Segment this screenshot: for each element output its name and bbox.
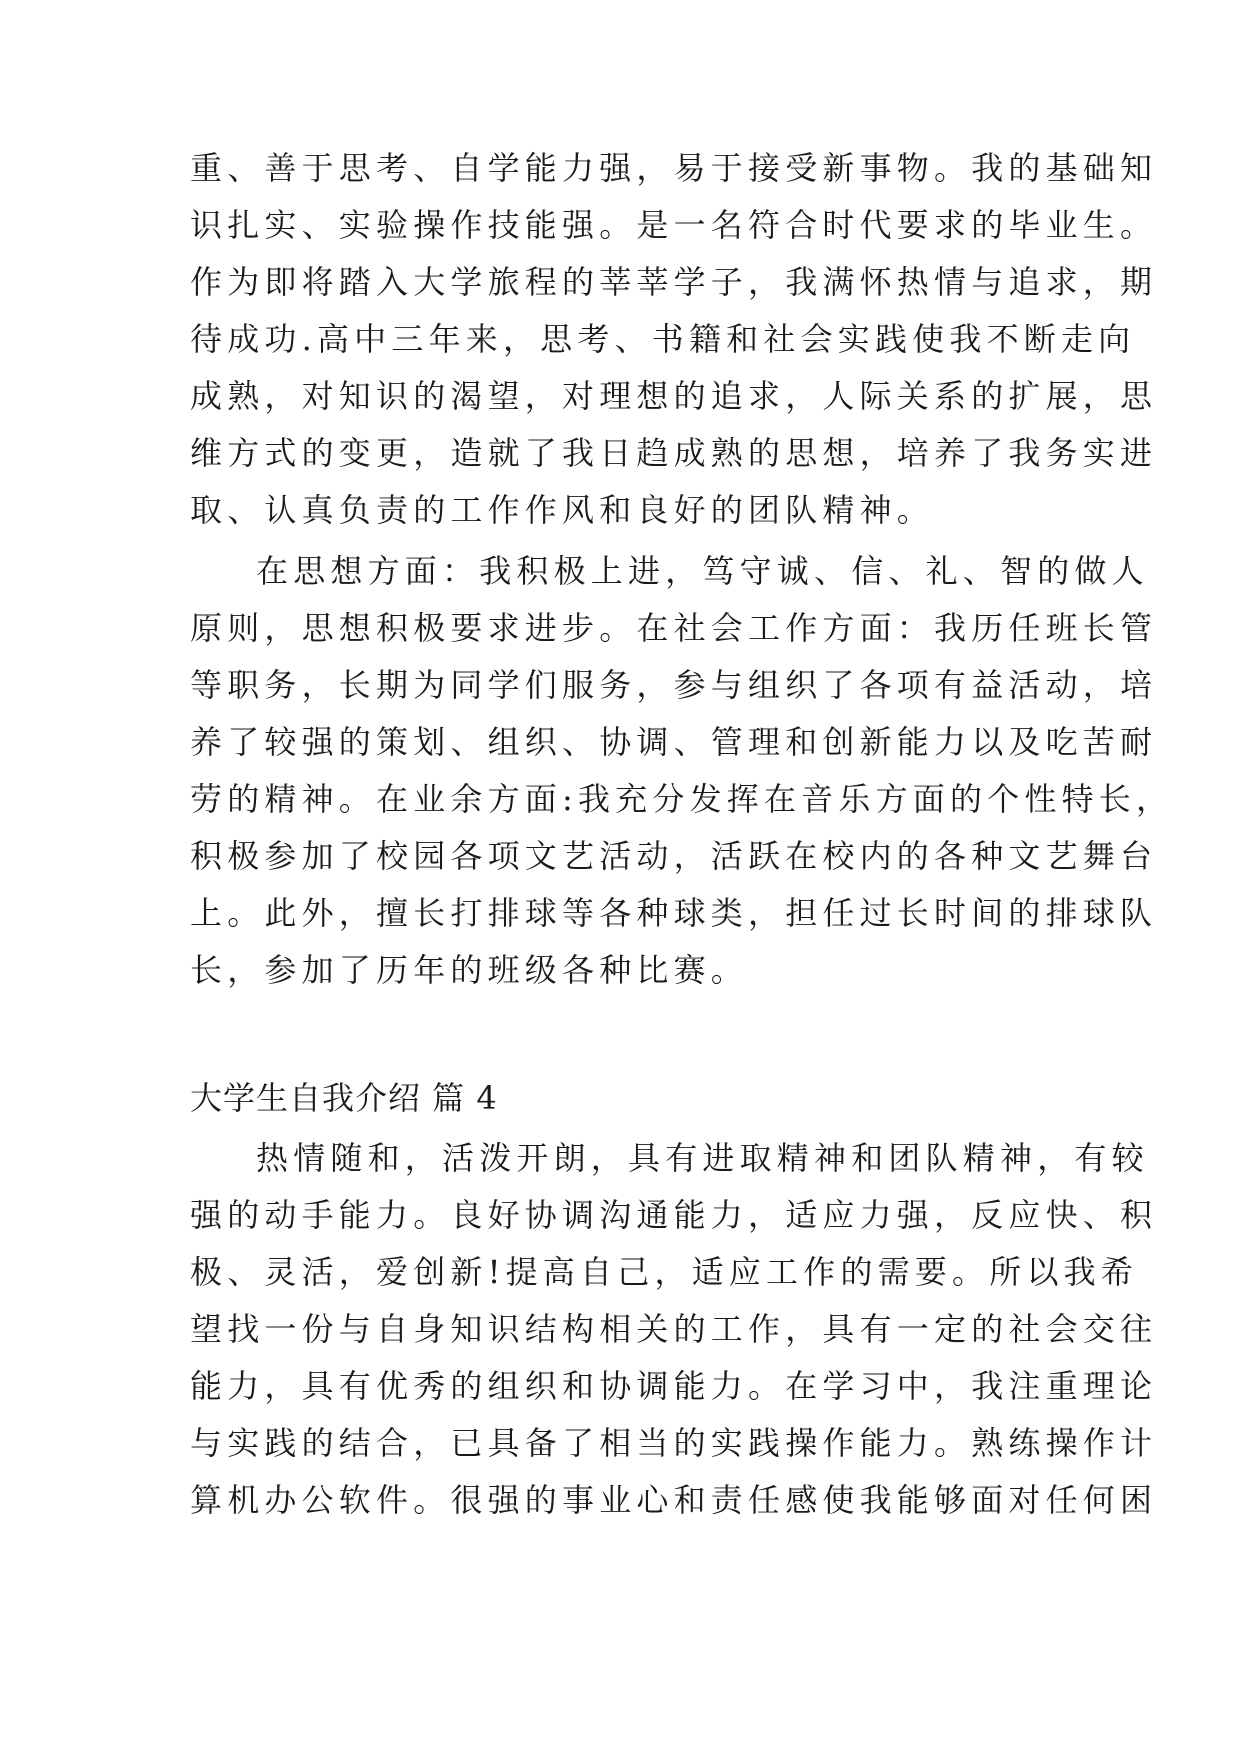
paragraph-2-line-8: 长，参加了历年的班级各种比赛。: [190, 951, 749, 989]
paragraph-1-line-6: 维方式的变更，造就了我日趋成熟的思想，培养了我务实进: [190, 434, 1158, 472]
paragraph-3-line-6: 与实践的结合，已具备了相当的实践操作能力。熟练操作计: [190, 1424, 1158, 1462]
paragraph-2-line-2: 原则，思想积极要求进步。在社会工作方面：我历任班长管: [190, 609, 1158, 647]
paragraph-3-line-2: 强的动手能力。良好协调沟通能力，适应力强，反应快、积: [190, 1196, 1158, 1234]
section-heading: 大学生自我介绍 篇 4: [190, 1079, 498, 1117]
paragraph-3-line-5: 能力，具有优秀的组织和协调能力。在学习中，我注重理论: [190, 1367, 1158, 1405]
paragraph-2-line-4: 养了较强的策划、组织、协调、管理和创新能力以及吃苦耐: [190, 723, 1158, 761]
paragraph-2-line-7: 上。此外，擅长打排球等各种球类，担任过长时间的排球队: [190, 894, 1158, 932]
paragraph-2-line-6: 积极参加了校园各项文艺活动，活跃在校内的各种文艺舞台: [190, 837, 1158, 875]
paragraph-2-line-3: 等职务，长期为同学们服务，参与组织了各项有益活动，培: [190, 666, 1158, 704]
paragraph-3-line-1: 热情随和，活泼开朗，具有进取精神和团队精神，有较: [256, 1139, 1149, 1177]
paragraph-1-line-2: 识扎实、实验操作技能强。是一名符合时代要求的毕业生。: [190, 206, 1158, 244]
paragraph-1-line-1: 重、善于思考、自学能力强，易于接受新事物。我的基础知: [190, 149, 1158, 187]
paragraph-1-line-7: 取、认真负责的工作作风和良好的团队精神。: [190, 491, 935, 529]
paragraph-2-line-5: 劳的精神。在业余方面:我充分发挥在音乐方面的个性特长，: [190, 780, 1174, 818]
paragraph-1-line-5: 成熟，对知识的渴望，对理想的追求，人际关系的扩展，思: [190, 377, 1158, 415]
paragraph-1-line-3: 作为即将踏入大学旅程的莘莘学子，我满怀热情与追求，期: [190, 263, 1158, 301]
paragraph-3-line-3: 极、灵活，爱创新!提高自己，适应工作的需要。所以我希: [190, 1253, 1139, 1291]
paragraph-3-line-7: 算机办公软件。很强的事业心和责任感使我能够面对任何困: [190, 1481, 1158, 1519]
paragraph-2-line-1: 在思想方面：我积极上进，笃守诚、信、礼、智的做人: [256, 552, 1149, 590]
paragraph-1-line-4: 待成功.高中三年来，思考、书籍和社会实践使我不断走向: [190, 320, 1136, 358]
paragraph-3-line-4: 望找一份与自身知识结构相关的工作，具有一定的社会交往: [190, 1310, 1158, 1348]
